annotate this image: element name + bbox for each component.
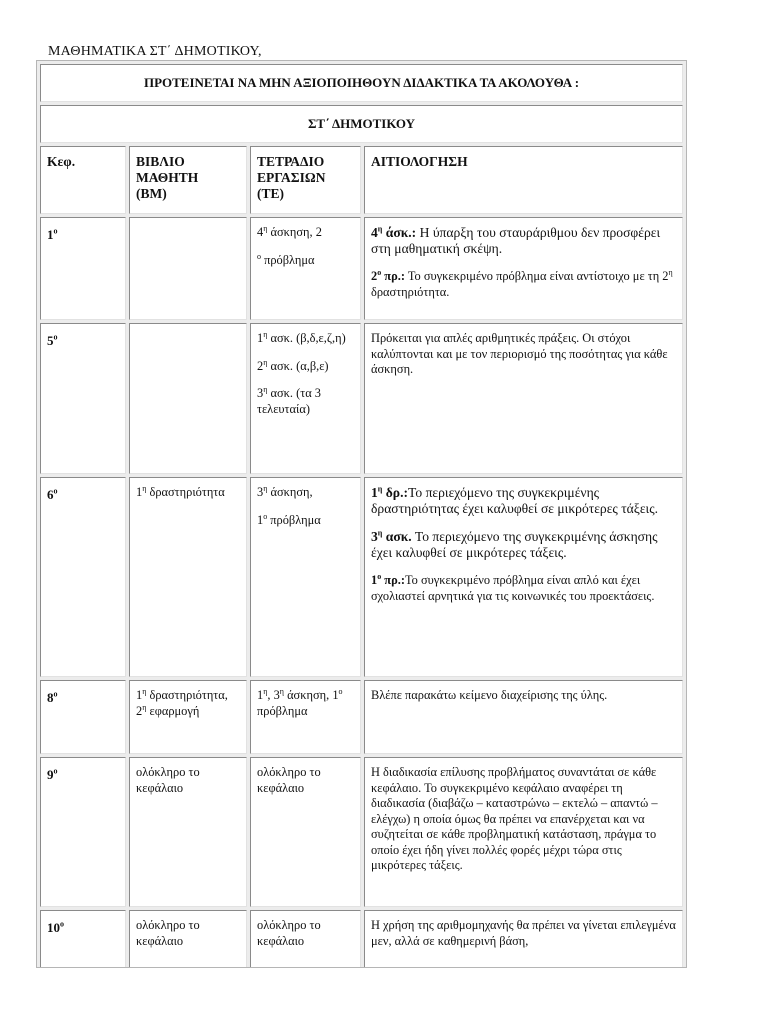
workbook-cell (250, 323, 361, 474)
reason-cell (364, 680, 683, 754)
chapter-number: 10 (47, 920, 60, 935)
reason-label: $1^\eta$ δρ.: (371, 484, 408, 500)
chapter-ordinal: ο (53, 226, 58, 236)
book-cell (129, 757, 247, 907)
chapter-number: 5 (47, 333, 54, 348)
workbook-entry: $2^\eta$ ασκ. (α,β,ε) (257, 357, 329, 373)
workbook-entry: ολόκληρο το κεφάλαιο (257, 918, 321, 948)
chapter-number: 6 (47, 487, 54, 502)
reason-paragraph: $4^\eta$ άσκ.: Η ύπαρξη του σταυράριθμου δεν προσφέρει στη μαθηματική σκέψη. (371, 224, 661, 256)
banner-text: ΠΡΟΤΕΙΝΕΤΑΙ ΝΑ ΜΗΝ ΑΞΙΟΠΟΙΗΘΟΥΝ ΔΙΔΑΚΤΙΚΑ ΤΑ ΑΚΟΛΟΥΘΑ : (143, 75, 580, 90)
workbook-entry: $3^\eta$ άσκηση, (257, 483, 313, 499)
subtitle-text: ΣΤ΄ ΔΗΜΟΤΙΚΟΥ (307, 116, 416, 131)
reason-paragraph: Η διαδικασία επίλυσης προβλήματος συναντάται σε κάθε κεφάλαιο. Το συγκεκριμένο κεφάλαιο αναφέρει τη διαδικασία (διαβάζω – καταστρώνω – εκτελώ – απαντώ – ελέγχω) η οποία όμως θα πρέπει να επανέρχεται και να συζητείται σε κάθε προβληματική κατάσταση, πράγμα το οποίο έχει ήδη γίνει πολλές φορές μέχρι τώρα στις μικρότερες τάξεις. (371, 765, 658, 872)
reason-cell (364, 477, 683, 677)
workbook-entry: ολόκληρο το κεφάλαιο (257, 765, 321, 795)
workbook-cell (250, 757, 361, 907)
chapter-cell (40, 323, 126, 474)
reason-label: $4^\eta$ άσκ.: (371, 224, 417, 240)
chapter-number: 8 (47, 690, 54, 705)
chapter-ordinal: ο (53, 332, 58, 342)
chapter-ordinal: ο (53, 766, 58, 776)
guidance-table (36, 60, 687, 968)
book-entry: $1^\eta$ δραστηριότητα (136, 483, 225, 499)
chapter-cell (40, 757, 126, 907)
workbook-entry: $^o$ πρόβλημα (257, 251, 315, 267)
reason-paragraph: Βλέπε παρακάτω κείμενο διαχείρισης της ύλης. (371, 688, 608, 702)
chapter-cell (40, 910, 126, 968)
book-entry: $1^\eta$ δραστηριότητα, $2^\eta$ εφαρμογή (136, 686, 228, 718)
workbook-cell (250, 477, 361, 677)
workbook-cell (250, 217, 361, 320)
workbook-entry: $1^o$ πρόβλημα (257, 511, 321, 527)
reason-paragraph: $3^\eta$ ασκ. Το περιεχόμενο της συγκεκριμένης άσκησης έχει καλυφθεί σε μικρότερες τάξεις. (371, 528, 658, 560)
book-cell (129, 680, 247, 754)
book-cell (129, 323, 247, 474)
reason-paragraph: $1^\eta$ δρ.:Το περιεχόμενο της συγκεκριμένης δραστηριότητας έχει καλυφθεί σε μικρότερες τάξεις. (371, 484, 658, 516)
workbook-entry: $4^\eta$ άσκηση, 2 (257, 223, 322, 239)
chapter-number: 9 (47, 767, 54, 782)
reason-cell (364, 323, 683, 474)
reason-cell (364, 217, 683, 320)
book-entry: ολόκληρο το κεφάλαιο (136, 765, 200, 795)
reason-label: $3^\eta$ ασκ. (371, 528, 412, 544)
header-book: ΒΙΒΛΙΟ ΜΑΘΗΤΗ (ΒΜ) (129, 146, 247, 214)
chapter-number: 1 (47, 227, 54, 242)
workbook-cell (250, 910, 361, 968)
book-entry: ολόκληρο το κεφάλαιο (136, 918, 200, 948)
reason-cell (364, 757, 683, 907)
header-workbook: ΤΕΤΡΑΔΙΟ ΕΡΓΑΣΙΩΝ (ΤΕ) (250, 146, 361, 214)
header-reason: ΑΙΤΙΟΛΟΓΗΣΗ (364, 146, 683, 214)
workbook-cell (250, 680, 361, 754)
reason-label: $1^o$ πρ.: (371, 571, 405, 587)
document-title: ΜΑΘΗΜΑΤΙΚΑ ΣΤ΄ ΔΗΜΟΤΙΚΟΥ, (48, 44, 262, 59)
reason-paragraph: $1^o$ πρ.:Το συγκεκριμένο πρόβλημα είναι απλό και έχει σχολιαστεί αρνητικά για τις κοινωνικές του προεκτάσεις. (371, 571, 655, 603)
chapter-cell (40, 680, 126, 754)
chapter-ordinal: ο (53, 486, 58, 496)
book-cell (129, 910, 247, 968)
banner-cell (40, 64, 683, 102)
book-cell (129, 217, 247, 320)
workbook-entry: $1^\eta$ ασκ. (β,δ,ε,ζ,η) (257, 329, 346, 345)
reason-paragraph: Η χρήση της αριθμομηχανής θα πρέπει να γίνεται επιλεγμένα μεν, αλλά σε καθημερινή βάση, (371, 918, 676, 948)
reason-cell (364, 910, 683, 968)
chapter-ordinal: ο (60, 919, 64, 929)
chapter-cell (40, 217, 126, 320)
reason-paragraph: $2^o$ πρ.: Το συγκεκριμένο πρόβλημα είναι αντίστοιχο με τη $2^\eta$ δραστηριότητα. (371, 267, 673, 299)
reason-label: $2^o$ πρ.: (371, 267, 405, 283)
chapter-ordinal: ο (53, 689, 58, 699)
subtitle-cell (40, 105, 683, 143)
workbook-entry: $3^\eta$ ασκ. (τα 3 τελευταία) (257, 384, 321, 416)
book-cell (129, 477, 247, 677)
reason-paragraph: Πρόκειται για απλές αριθμητικές πράξεις. Οι στόχοι καλύπτονται και με τον περιορισμό της ποσότητας για κάθε άσκηση. (371, 331, 668, 376)
chapter-cell (40, 477, 126, 677)
workbook-entry: $1^\eta$, $3^\eta$ άσκηση, $1^o$ πρόβλημα (257, 686, 343, 718)
header-chapter: Κεφ. (40, 146, 126, 214)
